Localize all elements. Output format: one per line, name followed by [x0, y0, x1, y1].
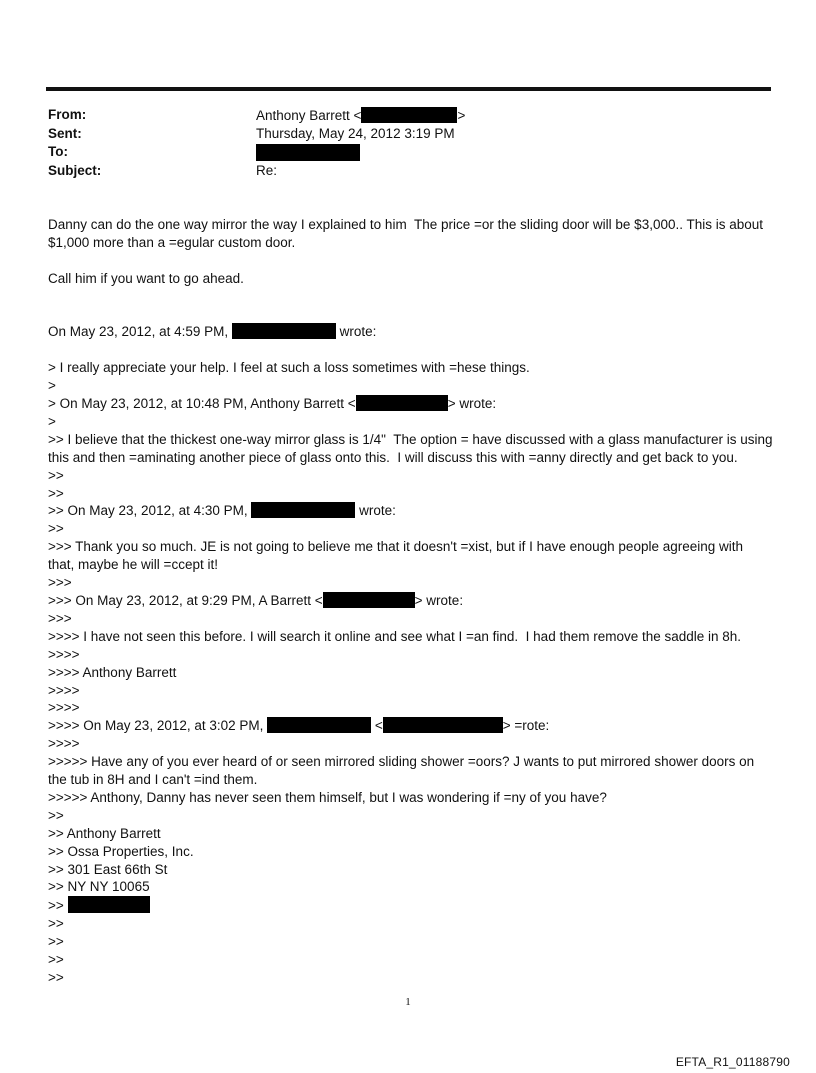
- quoted-line: >>: [48, 807, 64, 823]
- redaction-block: [256, 144, 360, 161]
- quoted-line: >>>: [48, 610, 72, 626]
- quote-header-mid: <: [371, 718, 383, 734]
- quoted-line: that, maybe he will =ccept it!: [48, 557, 218, 573]
- redaction-block: [232, 323, 336, 339]
- quoted-line: >>: [48, 521, 64, 537]
- signature-line: >> NY NY 10065: [48, 879, 150, 895]
- from-label: From:: [48, 107, 87, 122]
- quote-header-line: [48, 323, 770, 341]
- quoted-line: the tub in 8H and I can't =ind them.: [48, 772, 258, 788]
- quoted-line: >>>>> Have any of you ever heard of or seen mirrored sliding shower =oors? J wants to put mirrored shower doors on: [48, 754, 755, 770]
- quoted-line: >: [48, 378, 56, 394]
- quoted-line: >> I believe that the thickest one-way mirror glass is 1/4" The option = have discussed with a glass manufacturer is using: [48, 431, 773, 447]
- quote-header-line: [48, 395, 770, 413]
- quoted-line: > I really appreciate your help. I feel at such a loss sometimes with =hese things.: [48, 360, 530, 376]
- quote-header-prefix: > On May 23, 2012, at 10:48 PM, Anthony Barrett <: [48, 396, 356, 411]
- quoted-line: >>>>: [48, 700, 80, 716]
- quoted-line: >>>>: [48, 682, 80, 698]
- quoted-line: >>>> I have not seen this before. I will search it online and see what I =an find. I had them remove the saddle in 8h.: [48, 628, 742, 644]
- quoted-line: >>> Thank you so much. JE is not going to believe me that it doesn't =xist, but if I have enough people agreeing with: [48, 539, 744, 555]
- quote-header-suffix: > wrote:: [414, 592, 464, 608]
- sent-value: Thursday, May 24, 2012 3:19 PM: [256, 125, 455, 141]
- body-line: Danny can do the one way mirror the way I explained to him The price =or the sliding door will be $3,000.. This is about: [48, 217, 764, 232]
- quote-header-prefix: >> On May 23, 2012, at 4:30 PM,: [48, 503, 252, 519]
- quoted-line: >>: [48, 934, 64, 950]
- quoted-line: >>: [48, 970, 64, 985]
- quoted-line: >>: [48, 467, 64, 483]
- header-divider-rule: [46, 87, 771, 91]
- signature-line: >> Anthony Barrett: [48, 825, 161, 841]
- body-line: Call him if you want to go ahead.: [48, 270, 244, 286]
- quoted-line: >>>> Anthony Barrett: [48, 664, 177, 680]
- quoted-line: >>: [48, 952, 64, 968]
- signature-line: >> Ossa Properties, Inc.: [48, 843, 194, 859]
- quote-header-line: [48, 502, 770, 520]
- redaction-block: [267, 717, 371, 733]
- signature-line: >> 301 East 66th St: [48, 861, 168, 877]
- quote-header-suffix: wrote:: [355, 503, 396, 519]
- quoted-line: >>>: [48, 575, 72, 591]
- quote-header-prefix: >>>> On May 23, 2012, at 3:02 PM,: [48, 718, 268, 734]
- quoted-line: >>>>: [48, 736, 80, 752]
- quoted-line: >: [48, 413, 56, 429]
- quote-header-suffix: > =rote:: [502, 718, 550, 734]
- document-id: EFTA_R1_01188790: [675, 1055, 790, 1069]
- quoted-line: >>: [48, 916, 64, 932]
- quoted-line: >>: [48, 485, 64, 501]
- signature-prefix: >>: [48, 898, 68, 914]
- to-value: [256, 144, 360, 161]
- redaction-block: [323, 592, 415, 608]
- redaction-block: [251, 502, 355, 518]
- redaction-block: [383, 717, 503, 733]
- to-label: To:: [48, 144, 68, 159]
- redaction-block: [356, 395, 448, 411]
- signature-line: [48, 896, 770, 915]
- from-value: [256, 107, 465, 123]
- body-line: $1,000 more than a =egular custom door.: [48, 234, 296, 250]
- quoted-line: this and then =aminating another piece of glass onto this. I will discuss this with =anny directly and get back to you.: [48, 449, 738, 465]
- redaction-block: [68, 896, 150, 913]
- quoted-line: >>>>: [48, 646, 80, 662]
- quote-header-line: [48, 717, 770, 735]
- quoted-line: >>>>> Anthony, Danny has never seen them himself, but I was wondering if =ny of you have?: [48, 789, 607, 805]
- quote-header-line: [48, 592, 770, 610]
- from-close: >: [457, 108, 466, 123]
- subject-value: Re:: [256, 162, 278, 178]
- page-number: 1: [405, 996, 411, 1008]
- sent-label: Sent:: [48, 125, 82, 141]
- from-name: Anthony Barrett <: [256, 108, 362, 123]
- redaction-block: [361, 107, 457, 123]
- quote-header-prefix: >>> On May 23, 2012, at 9:29 PM, A Barrett <: [48, 592, 323, 608]
- quote-header-suffix: > wrote:: [447, 396, 497, 411]
- quote-header-suffix: wrote:: [335, 324, 377, 340]
- subject-label: Subject:: [48, 162, 102, 178]
- email-body: [48, 216, 773, 987]
- quote-header-prefix: On May 23, 2012, at 4:59 PM,: [48, 324, 232, 340]
